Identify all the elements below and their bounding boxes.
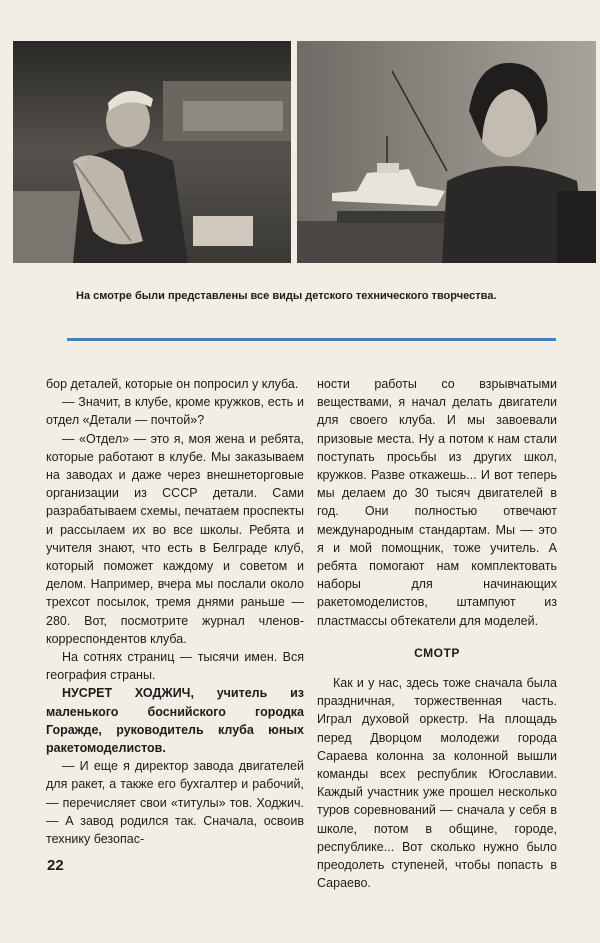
column-continuation	[317, 375, 557, 630]
paragraph: — И еще я директор завода двигателей для ракет, а также его бухгалтер и рабочий, — перечисляет свои «титулы» тов. Ходжич. — А завод родился так. Сначала, освоив технику безопас-	[46, 759, 304, 847]
paragraph: Как и у нас, здесь тоже сначала была праздничная, торжественная часть. Играл духовой оркестр. На площадь перед Дворцом молодежи города Сараева колонна за колонной вышли команды всех республик Югославии. Каждый участник уже прошел несколько туров соревнований — сначала у себя в школе, потом в общине, городе, республике... Вот сколько нужно было преодолеть ступеней, чтобы попасть в Сараево.	[317, 676, 557, 891]
photo-strip	[13, 41, 596, 263]
photo-caption: На смотре были представлены все виды детского технического творчества.	[76, 290, 497, 302]
text-column-left	[46, 375, 304, 848]
paragraph: ности работы со взрывчатыми веществами, я начал делать двигатели для своего клуба. И мы завоевали призовые места. Ну а потом к нам стали поступать просьбы из других школ, кружков. Разве откажешь... И вот теперь мы делаем до 30 тысяч двигателей в год. Они полностью отвечают международным стандартам. Мы — это я и мой помощник, тоже учитель. А ребята помогают нам комплектовать наборы для начинающих ракетомоделистов, штампуют из пластмассы обтекатели для моделей.	[317, 377, 557, 628]
paragraph: бор деталей, которые он попросил у клуба.	[46, 377, 299, 391]
paragraph: На сотнях страниц — тысячи имен. Вся география страны.	[46, 650, 304, 683]
section-heading: СМОТР	[414, 645, 460, 660]
paragraph: НУСРЕТ ХОДЖИЧ, учитель из маленького боснийского городка Горажде, руководитель клуба юных ракетомоделистов.	[46, 686, 304, 756]
section-divider	[67, 338, 556, 341]
paragraph: — Значит, в клубе, кроме кружков, есть и отдел «Детали — почтой»?	[46, 395, 304, 428]
photo-man-with-boat-model	[297, 41, 596, 263]
page-number: 22	[47, 857, 64, 874]
paragraph: — «Отдел» — это я, моя жена и ребята, которые работают в клубе. Мы заказываем на заводах и даже через внешнеторговые организации из СССР детали. Сами разрабатываем схемы, печатаем проспекты и рассылаем их во все школы. Ребята и учителя знают, что есть в Белграде клуб, который поможет каждому и советом и делом. Например, вчера мы послали около трехсот посылок, тремя днями раньше — 280. Вот, посмотрите журнал членов-корреспондентов клуба.	[46, 431, 304, 646]
photo-boy-with-model	[13, 41, 291, 263]
section-body	[317, 674, 557, 892]
text-column-right	[317, 375, 557, 892]
